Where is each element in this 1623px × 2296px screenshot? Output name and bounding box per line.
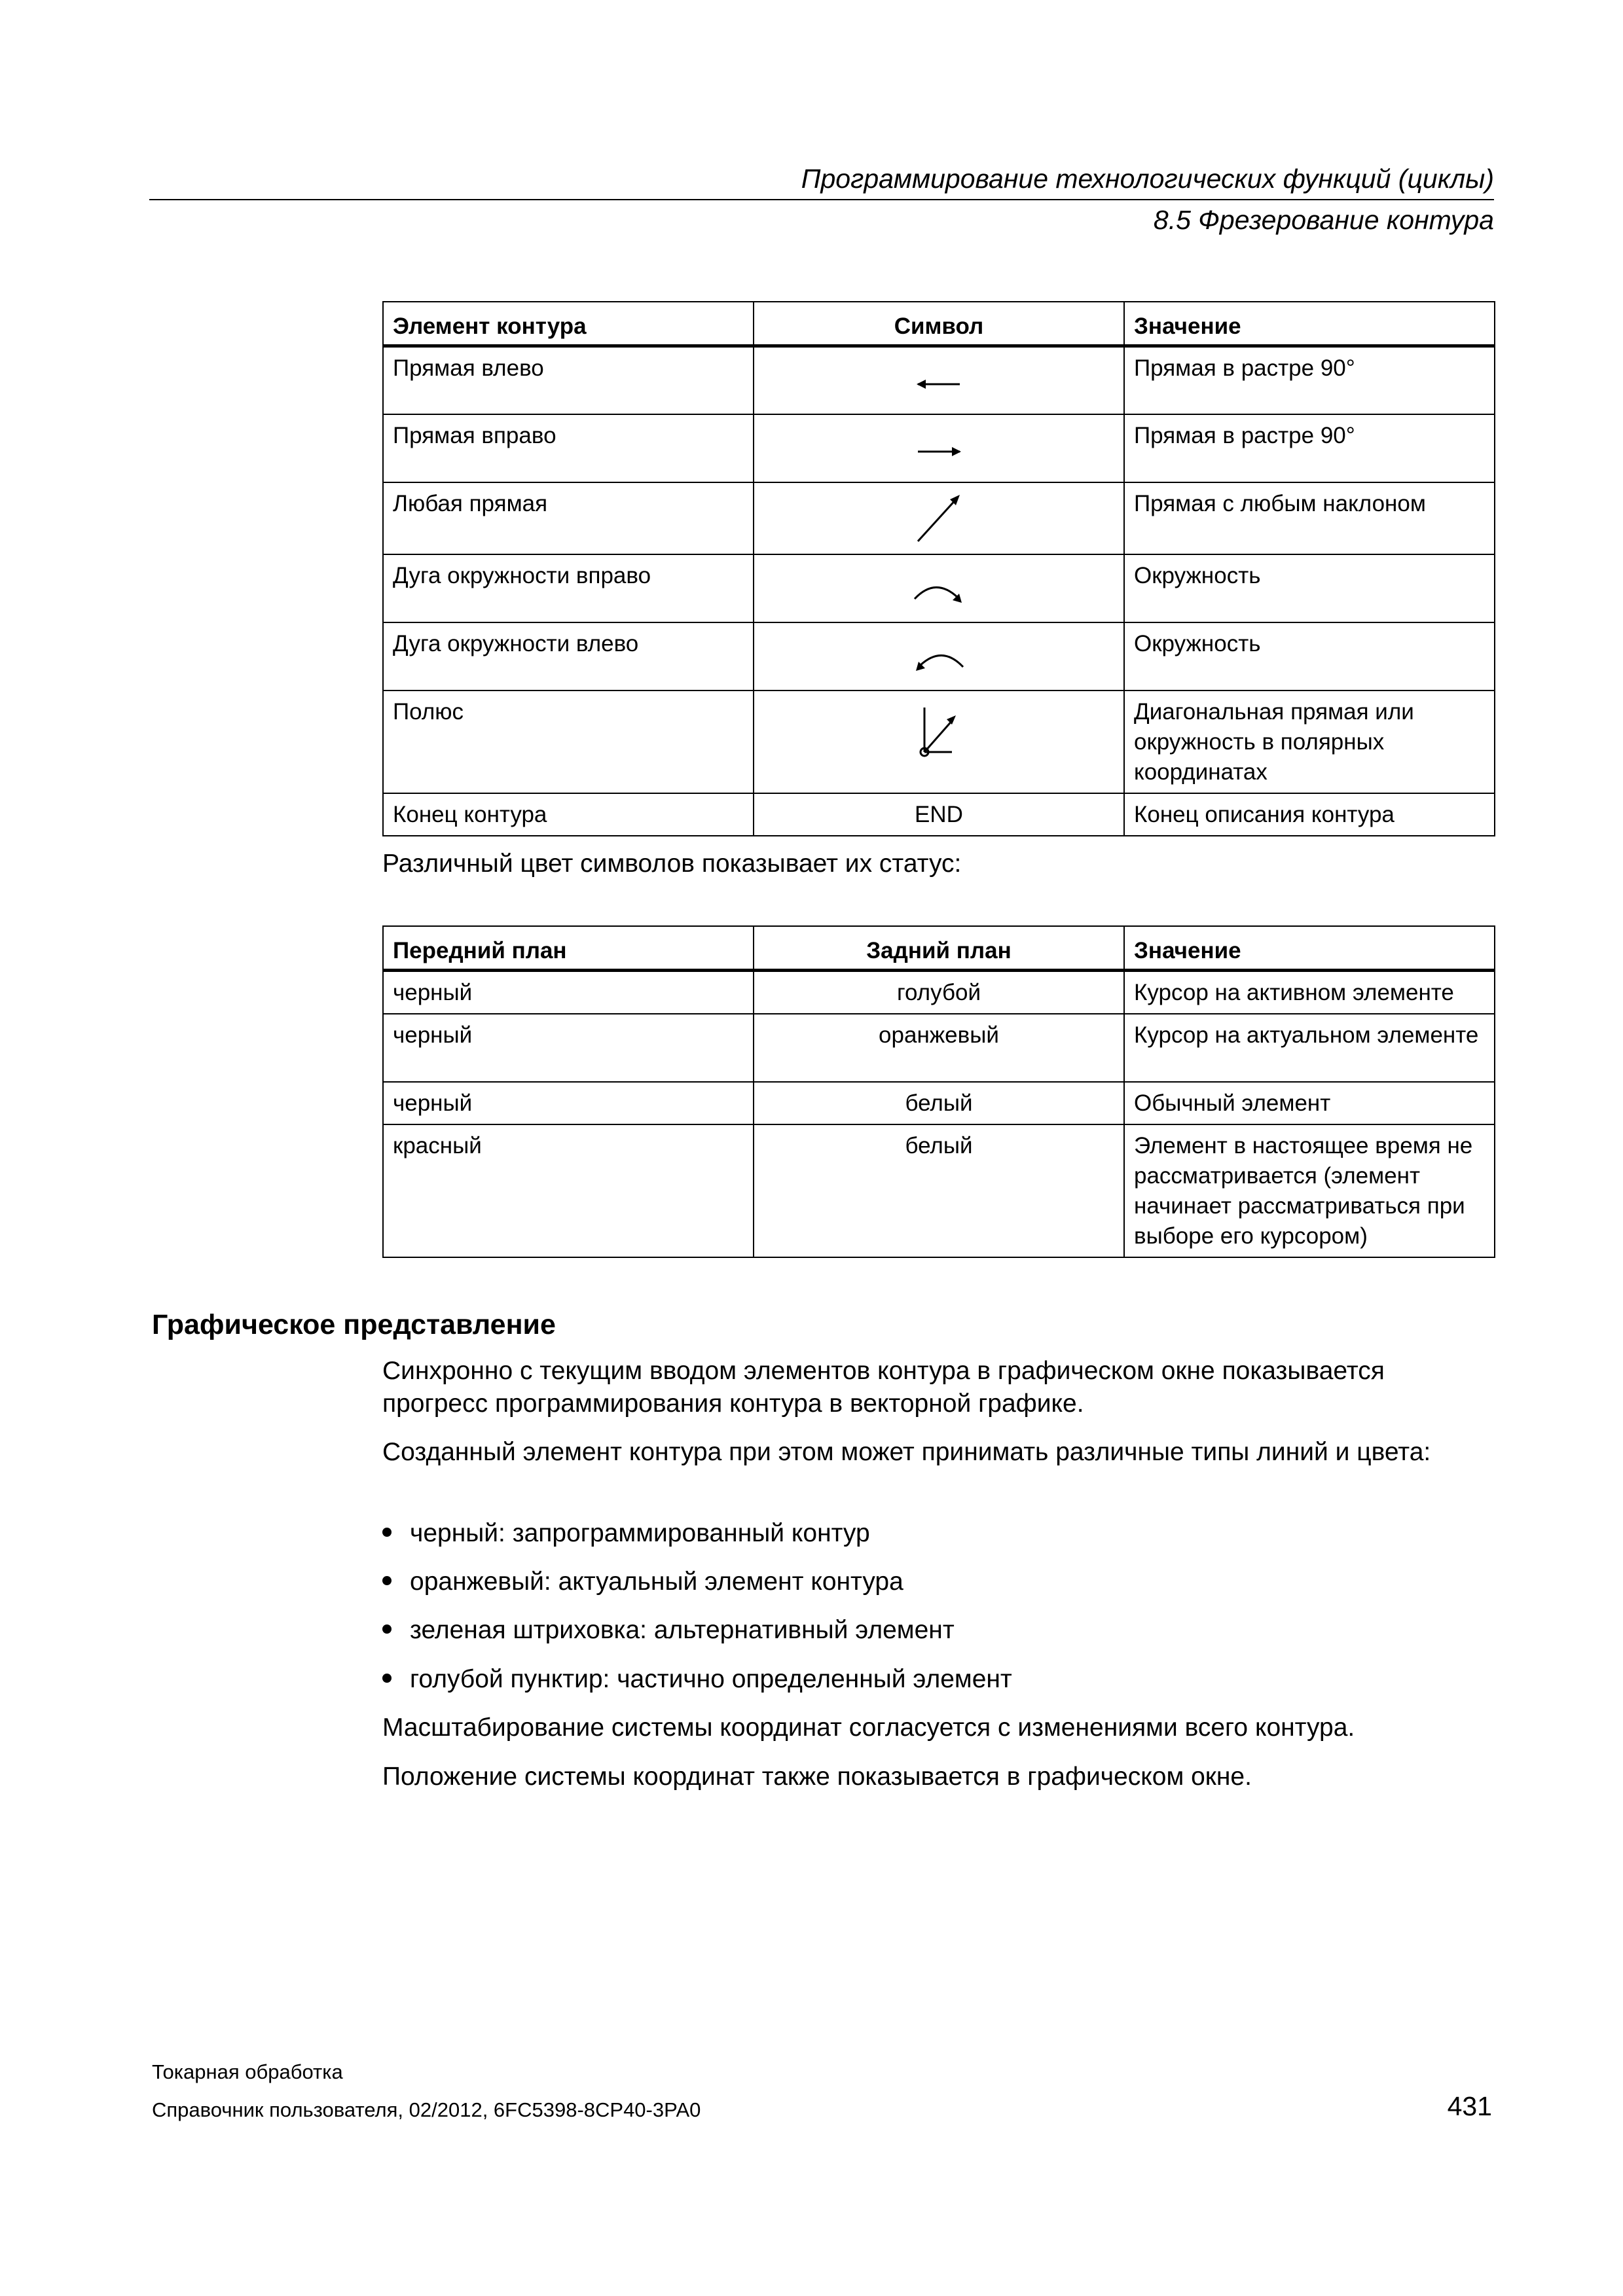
element-cell: Любая прямая — [383, 482, 754, 554]
list-item-text: оранжевый: актуальный элемент контура — [410, 1568, 903, 1596]
column-header-background: Задний план — [754, 926, 1124, 971]
symbol-cell — [754, 554, 1124, 622]
contour-elements-table — [382, 301, 1495, 836]
arc-left-icon — [909, 629, 968, 681]
table-row — [383, 414, 1495, 482]
section-heading: Графическое представление — [152, 1309, 556, 1340]
status-intro-text: Различный цвет символов показывает их статус: — [382, 850, 962, 878]
element-cell: Прямая влево — [383, 346, 754, 414]
section-paragraph-2: Созданный элемент контура при этом может принимать различные типы линий и цвета: — [382, 1438, 1431, 1466]
foreground-cell: черный — [383, 971, 754, 1014]
pole-icon — [913, 697, 965, 762]
background-cell: белый — [754, 1082, 1124, 1124]
section-paragraph-3: Масштабирование системы координат согласуется с изменениями всего контура. — [382, 1713, 1355, 1742]
element-cell: Дуга окружности вправо — [383, 554, 754, 622]
arrow-right-icon — [913, 421, 965, 473]
footer-manual-info: Справочник пользователя, 02/2012, 6FC5398-8CP40-3PA0 — [152, 2098, 701, 2121]
meaning-cell: Курсор на активном элементе — [1124, 971, 1495, 1014]
list-item-text: зеленая штриховка: альтернативный элемент — [410, 1616, 955, 1644]
symbol-cell: END — [754, 793, 1124, 836]
section-paragraph-4: Положение системы координат также показывается в графическом окне. — [382, 1763, 1252, 1791]
meaning-cell: Курсор на актуальном элементе — [1124, 1014, 1495, 1082]
element-cell: Дуга окружности влево — [383, 622, 754, 691]
meaning-cell: Окружность — [1124, 622, 1495, 691]
header-section-title: 8.5 Фрезерование контура — [1153, 205, 1494, 235]
list-item — [382, 1663, 1012, 1696]
symbol-cell — [754, 622, 1124, 691]
column-header-element: Элемент контура — [383, 302, 754, 346]
table-row — [383, 691, 1495, 793]
background-cell: оранжевый — [754, 1014, 1124, 1082]
list-item — [382, 1517, 870, 1550]
meaning-cell: Обычный элемент — [1124, 1082, 1495, 1124]
column-header-meaning: Значение — [1124, 926, 1495, 971]
list-item — [382, 1614, 955, 1647]
meaning-cell: Прямая с любым наклоном — [1124, 482, 1495, 554]
arrow-diagonal-icon — [913, 489, 965, 545]
table-row — [383, 1014, 1495, 1082]
foreground-cell: черный — [383, 1014, 754, 1082]
bullet-icon — [382, 1674, 392, 1683]
table-row — [383, 482, 1495, 554]
element-cell: Прямая вправо — [383, 414, 754, 482]
element-cell: Полюс — [383, 691, 754, 793]
section-paragraph-1: Синхронно с текущим вводом элементов контура в графическом окне показывается прогресс программирования контура в векторной графике. — [382, 1357, 1385, 1418]
column-header-meaning: Значение — [1124, 302, 1495, 346]
meaning-cell: Конец описания контура — [1124, 793, 1495, 836]
symbol-cell — [754, 346, 1124, 414]
background-cell: голубой — [754, 971, 1124, 1014]
list-item — [382, 1566, 903, 1598]
arrow-left-icon — [913, 353, 965, 406]
table-row — [383, 346, 1495, 414]
page-number: 431 — [1447, 2091, 1492, 2121]
symbol-cell — [754, 482, 1124, 554]
meaning-cell: Диагональная прямая или окружность в полярных координатах — [1124, 691, 1495, 793]
arc-right-icon — [909, 561, 968, 613]
header-chapter-title: Программирование технологических функций (циклы) — [801, 164, 1494, 194]
table-row — [383, 1124, 1495, 1257]
color-status-table — [382, 925, 1495, 1258]
element-cell: Конец контура — [383, 793, 754, 836]
column-header-symbol: Символ — [754, 302, 1124, 346]
table-header-row — [383, 302, 1495, 346]
foreground-cell: красный — [383, 1124, 754, 1257]
bullet-icon — [382, 1624, 392, 1634]
column-header-foreground: Передний план — [383, 926, 754, 971]
footer-product-name: Токарная обработка — [152, 2060, 343, 2083]
list-item-text: голубой пунктир: частично определенный элемент — [410, 1665, 1012, 1693]
symbol-cell — [754, 414, 1124, 482]
symbol-cell — [754, 691, 1124, 793]
table-row — [383, 1082, 1495, 1124]
bullet-icon — [382, 1576, 392, 1585]
list-item-text: черный: запрограммированный контур — [410, 1519, 870, 1547]
meaning-cell: Элемент в настоящее время не рассматривается (элемент начинает рассматриваться при выборе его курсором) — [1124, 1124, 1495, 1257]
table-row — [383, 622, 1495, 691]
meaning-cell: Прямая в растре 90° — [1124, 346, 1495, 414]
table-row — [383, 971, 1495, 1014]
table-row — [383, 554, 1495, 622]
meaning-cell: Окружность — [1124, 554, 1495, 622]
table-header-row — [383, 926, 1495, 971]
background-cell: белый — [754, 1124, 1124, 1257]
header-rule — [149, 199, 1494, 200]
foreground-cell: черный — [383, 1082, 754, 1124]
meaning-cell: Прямая в растре 90° — [1124, 414, 1495, 482]
bullet-icon — [382, 1528, 392, 1537]
table-row — [383, 793, 1495, 836]
